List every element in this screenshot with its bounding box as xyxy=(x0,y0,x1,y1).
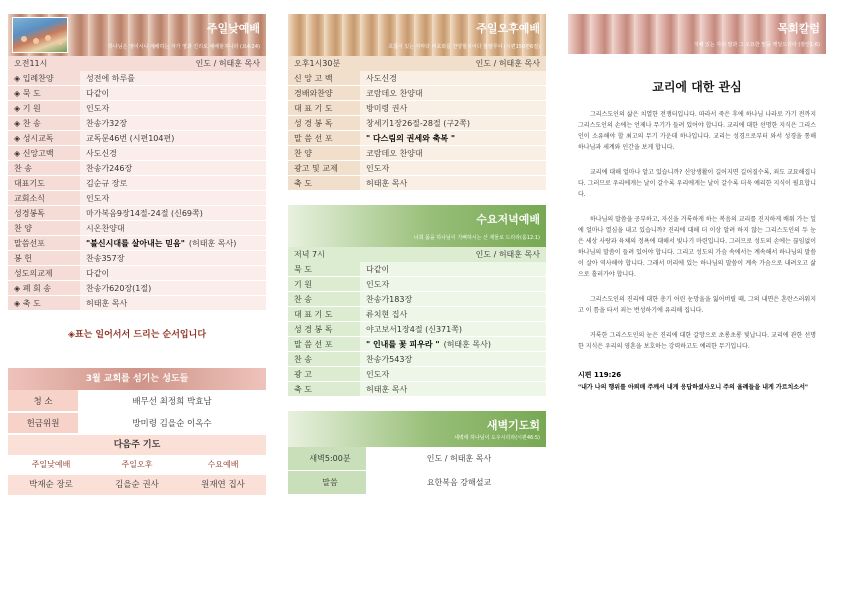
wednesday-subtitle: 너희 몸을 하나님이 기뻐하시는 산 제물로 드리라(롬12:1) xyxy=(413,235,540,241)
order-value xyxy=(80,146,266,160)
order-value xyxy=(360,86,546,100)
table-row xyxy=(8,390,266,412)
order-value xyxy=(360,262,546,276)
order-label: ◈ 묵 도 xyxy=(8,86,80,100)
order-value xyxy=(80,176,266,190)
order-label: 성경봉독 xyxy=(8,206,80,220)
order-value xyxy=(80,266,266,280)
order-label: 대 표 기 도 xyxy=(288,307,360,321)
table-row xyxy=(8,221,266,236)
order-value xyxy=(360,176,546,190)
order-value-text: 교독문46번 (시편104편) xyxy=(86,134,175,143)
order-value xyxy=(360,352,546,366)
table-row xyxy=(288,352,546,367)
order-value-text: 인도자 xyxy=(366,370,390,379)
order-value-text: 다같이 xyxy=(86,269,110,278)
order-value xyxy=(360,337,546,351)
order-value-text: 찬송가620장(1절) xyxy=(86,284,152,293)
table-row xyxy=(288,176,546,191)
wednesday-header-row xyxy=(288,247,546,262)
order-value xyxy=(80,236,266,250)
table-row xyxy=(8,206,266,221)
afternoon-banner xyxy=(288,14,546,56)
morning-rows xyxy=(8,71,266,311)
order-value-text: "불신시대를 살아내는 믿음" xyxy=(86,239,185,248)
order-value xyxy=(80,131,266,145)
dawn-time-row xyxy=(288,447,546,471)
column-subtitle: 지혜 있는 자의 말과 그 오묘한 말을 깨달으리라 (잠언1:6) xyxy=(693,42,820,48)
order-value-text: 허태훈 목사 xyxy=(366,385,408,394)
morning-leader: 인도 / 허태훈 목사 xyxy=(195,59,260,68)
order-value-text: 인도자 xyxy=(366,280,390,289)
order-value xyxy=(360,116,546,130)
wednesday-title: 수요저녁예배 xyxy=(476,213,540,226)
afternoon-subtitle: 호흡이 있는 자마다 여호와를 찬양할지어다 할렐루야 (시편150편6절) xyxy=(388,44,540,50)
order-label: 봉 헌 xyxy=(8,251,80,265)
afternoon-rows xyxy=(288,71,546,191)
order-value xyxy=(360,277,546,291)
order-label: 경배와찬양 xyxy=(288,86,360,100)
order-label: 대표기도 xyxy=(8,176,80,190)
wednesday-banner xyxy=(288,205,546,247)
table-row xyxy=(288,146,546,161)
dawn-word-row xyxy=(288,471,546,495)
order-label: 말 씀 선 포 xyxy=(288,337,360,351)
column-body xyxy=(568,109,826,393)
morning-banner xyxy=(8,14,266,56)
order-label: 축 도 xyxy=(288,176,360,190)
order-value-text: 창세기1장26절-28절 (구2쪽) xyxy=(366,119,471,128)
dawn-leader: 인도 / 허태훈 목사 xyxy=(366,447,546,470)
order-value xyxy=(360,161,546,175)
order-value-text: 다같이 xyxy=(366,265,390,274)
order-value xyxy=(360,101,546,115)
morning-time: 오전11시 xyxy=(14,59,48,68)
order-label: 찬 송 xyxy=(288,292,360,306)
table-row xyxy=(288,307,546,322)
order-label: 성 경 봉 독 xyxy=(288,322,360,336)
table-row xyxy=(8,266,266,281)
order-value-text: 인도자 xyxy=(86,104,110,113)
afternoon-time: 오후1시30분 xyxy=(294,59,341,68)
order-value-text: 찬송357장 xyxy=(86,254,125,263)
table-row xyxy=(8,161,266,176)
table-row xyxy=(8,251,266,266)
table-row xyxy=(8,191,266,206)
table-row xyxy=(8,236,266,251)
order-value-text: 찬송가32장 xyxy=(86,119,128,128)
table-row xyxy=(288,277,546,292)
order-label: 찬 송 xyxy=(288,352,360,366)
morning-order xyxy=(8,56,266,311)
table-row xyxy=(8,281,266,296)
order-label: 말 씀 선 포 xyxy=(288,131,360,145)
column-heading: 교리에 대한 관심 xyxy=(652,80,742,94)
table-row xyxy=(288,292,546,307)
order-value xyxy=(80,221,266,235)
order-value-text: 인도자 xyxy=(86,194,110,203)
morning-header-row xyxy=(8,56,266,71)
dawn-label: 말씀 xyxy=(288,471,366,494)
table-row xyxy=(8,101,266,116)
serve-label: 청 소 xyxy=(8,390,78,412)
order-label: 찬 양 xyxy=(288,146,360,160)
order-label: ◈ 축 도 xyxy=(8,296,80,310)
table-row xyxy=(8,131,266,146)
order-label: 축 도 xyxy=(288,382,360,396)
order-value-text: 허태훈 목사 xyxy=(86,299,128,308)
verse-text: "내가 나의 행위를 아뢰매 주께서 내게 응답하셨사오니 주의 율례들을 내게 가르치소서" xyxy=(578,384,809,391)
dawn-value: 요한복음 강해설교 xyxy=(366,471,546,494)
order-value xyxy=(360,367,546,381)
prayer-names xyxy=(8,475,266,495)
order-value xyxy=(360,307,546,321)
service-label: 수요예배 xyxy=(207,460,239,469)
wednesday-time: 저녁 7시 xyxy=(294,250,325,259)
order-label: 찬 양 xyxy=(8,221,80,235)
morning-title: 주일낮예배 xyxy=(206,22,260,35)
order-value xyxy=(80,296,266,310)
column-paragraph: 그리스도인의 진리에 대한 총기 어린 눈망울을 잃어버릴 때, 그의 내면은 혼란스러워지고 이 틈을 타서 죄는 번성하기에 유리해 집니다. xyxy=(578,296,816,314)
order-value-text: 시온찬양대 xyxy=(86,224,125,233)
order-label: ◈ 기 원 xyxy=(8,101,80,115)
order-value xyxy=(80,116,266,130)
afternoon-column xyxy=(288,14,546,495)
column-title: 목회칼럼 xyxy=(777,22,820,35)
prayer-name: 원재연 집사 xyxy=(180,475,266,495)
table-row xyxy=(288,262,546,277)
table-row xyxy=(288,131,546,146)
order-label: ◈ 신앙고백 xyxy=(8,146,80,160)
table-row xyxy=(8,86,266,101)
order-value xyxy=(80,251,266,265)
table-row xyxy=(8,71,266,86)
order-value-text: 코람데오 찬양대 xyxy=(366,149,423,158)
order-label: 말씀선포 xyxy=(8,236,80,250)
dawn-banner xyxy=(288,411,546,447)
wednesday-rows xyxy=(288,262,546,397)
order-value xyxy=(360,292,546,306)
order-value xyxy=(80,281,266,295)
order-value-text: 야고보서1장4절 (신371쪽) xyxy=(366,325,463,334)
table-row xyxy=(288,86,546,101)
table-row xyxy=(8,176,266,191)
standing-notice: ◈표는 일어서서 드리는 순서입니다 xyxy=(67,330,207,340)
service-label: 주일낮예배 xyxy=(31,460,71,469)
order-value-text: 찬송가543장 xyxy=(366,355,413,364)
table-row xyxy=(8,412,266,434)
column-paragraph: 교리에 대해 얼마나 알고 있습니까? 신앙생활이 길어지면 길어질수록, 죄도 교묘해집니다. 그러므로 우리에게는 날이 갈수록 우리에게는 날이 갈수록 더욱 예리한 지식이 필요합니다. xyxy=(578,169,816,198)
serve-label: 헌금위원 xyxy=(8,412,78,434)
order-value-text: " 다스림의 권세와 축복 " xyxy=(366,134,456,143)
verse-reference: 시편 119:26 xyxy=(578,371,622,379)
order-label: 교회소식 xyxy=(8,191,80,205)
order-label: 광고 및 교제 xyxy=(288,161,360,175)
order-label: 성 경 봉 독 xyxy=(288,116,360,130)
morning-column xyxy=(8,14,266,495)
order-label: ◈ 찬 송 xyxy=(8,116,80,130)
order-value xyxy=(80,206,266,220)
order-value-text: 다같이 xyxy=(86,89,110,98)
dawn-title: 새벽기도회 xyxy=(486,419,540,432)
next-prayer-title: 다음주 기도 xyxy=(8,435,266,455)
order-value-text: " 인내를 꽃 피우라 " xyxy=(366,340,440,349)
serve-value: 방미령 김을순 이옥수 xyxy=(78,412,266,434)
table-row xyxy=(288,337,546,352)
order-value-text: 인도자 xyxy=(366,164,390,173)
order-value xyxy=(360,71,546,85)
afternoon-header-row xyxy=(288,56,546,71)
afternoon-title: 주일오후예배 xyxy=(476,22,540,35)
order-value xyxy=(80,71,266,85)
order-label: 성도의교제 xyxy=(8,266,80,280)
congregation-photo xyxy=(12,17,68,53)
afternoon-leader: 인도 / 허태훈 목사 xyxy=(475,59,540,68)
order-value-text: 사도신경 xyxy=(366,74,397,83)
morning-subtitle: 하나님은 영이시니 예배하는 자가 영과 진리로 예배할지니라 (요4:24) xyxy=(108,44,260,50)
dawn-time: 새벽5:00분 xyxy=(288,447,366,470)
order-value xyxy=(360,322,546,336)
order-label: 신 앙 고 백 xyxy=(288,71,360,85)
order-value-text: 류치현 집사 xyxy=(366,310,408,319)
order-value-text: 마가복음9장14절-24절 (신69쪽) xyxy=(86,209,203,218)
order-value-text: 사도신경 xyxy=(86,149,117,158)
column-paragraph: 거룩한 그리스도인의 눈은 진리에 대한 갈망으로 초롱초롱 빛납니다. 교리에 관한 선명한 지식은 우리의 영혼을 보호하는 강력하고도 예리한 무기입니다. xyxy=(578,332,816,350)
table-row xyxy=(288,382,546,397)
order-value-text: 김순규 장로 xyxy=(86,179,128,188)
wednesday-order xyxy=(288,247,546,397)
pastoral-column xyxy=(568,14,826,393)
serve-title: 3월 교회를 섬기는 성도들 xyxy=(8,368,266,390)
column-banner xyxy=(568,14,826,54)
table-row xyxy=(288,101,546,116)
order-label: 광 고 xyxy=(288,367,360,381)
table-row xyxy=(288,322,546,337)
order-value xyxy=(80,86,266,100)
table-row xyxy=(8,116,266,131)
order-label: 묵 도 xyxy=(288,262,360,276)
order-value-text: 찬송가246장 xyxy=(86,164,133,173)
order-label: 대 표 기 도 xyxy=(288,101,360,115)
table-row xyxy=(8,296,266,311)
service-label: 주일오후 xyxy=(121,460,153,469)
order-value xyxy=(360,382,546,396)
order-label: ◈ 성시교독 xyxy=(8,131,80,145)
wednesday-leader: 인도 / 허태훈 목사 xyxy=(475,250,540,259)
order-label: 찬 송 xyxy=(8,161,80,175)
serve-value: 배무선 최정희 박효남 xyxy=(78,390,266,412)
table-row xyxy=(288,71,546,86)
order-value-text: 찬송가183장 xyxy=(366,295,413,304)
order-value xyxy=(80,101,266,115)
order-value-extra: (허태훈 목사) xyxy=(188,239,237,248)
order-label: ◈ 입례찬양 xyxy=(8,71,80,85)
order-value xyxy=(360,146,546,160)
dawn-subtitle: 새벽에 하나님이 도우시리라(시편46:5) xyxy=(454,435,540,441)
order-value-text: 허태훈 목사 xyxy=(366,179,408,188)
serve-table xyxy=(8,390,266,435)
order-value-text: 방미령 권사 xyxy=(366,104,408,113)
order-label: 기 원 xyxy=(288,277,360,291)
table-row xyxy=(288,367,546,382)
table-row xyxy=(8,146,266,161)
order-value-text: 코람데오 찬양대 xyxy=(366,89,423,98)
order-value xyxy=(360,131,546,145)
column-paragraph: 그리스도인의 삶은 치열한 전쟁터입니다. 따라서 죽은 후에 하나님 나라로 가기 전까지 그리스도인의 손에는 언제나 무기가 들려 있어야 합니다. 교리에 대한 선명한 지식은 그리스인이 소유해야 할 최고의 무기 가운데 하나입니다. 교리는 성경으로부터 와서 성경을 통해 하나님과 세계와 인간을 보게 합니다. xyxy=(578,111,816,151)
order-label: ◈ 폐 회 송 xyxy=(8,281,80,295)
order-value-text: 성전에 하루를 xyxy=(86,74,135,83)
order-value xyxy=(80,191,266,205)
prayer-name: 김을순 권사 xyxy=(94,475,180,495)
table-row xyxy=(288,161,546,176)
dawn-order xyxy=(288,447,546,495)
prayer-services xyxy=(8,455,266,475)
order-value xyxy=(80,161,266,175)
prayer-name: 박재순 장로 xyxy=(8,475,94,495)
afternoon-order xyxy=(288,56,546,191)
order-value-extra: (허태훈 목사) xyxy=(443,340,492,349)
table-row xyxy=(288,116,546,131)
column-paragraph: 하나님의 말씀을 공부하고, 자신을 거룩하게 하는 복음의 교리를 진지하게 배워 가는 일에 얼마나 열심을 내고 있습니까? 진리에 대해 더 이상 알려 하지 않는 그리스도인의 두 눈은 세상 사랑과 육체의 정욕에 대해서 빛나기 마련입니다. 그러므로 성도의 손에는 끊임없이 하나님의 말씀이 들려 있어야 합니다. 그리고 성도의 가슴 속에서는 계속해서 하나님의 말씀이 살아 역사해야 합니다. 그래서 머리에 있는 하나님의 말씀이 계속 가슴으로 내려오고 삶으로 흘러가야 합니다. xyxy=(578,216,816,278)
